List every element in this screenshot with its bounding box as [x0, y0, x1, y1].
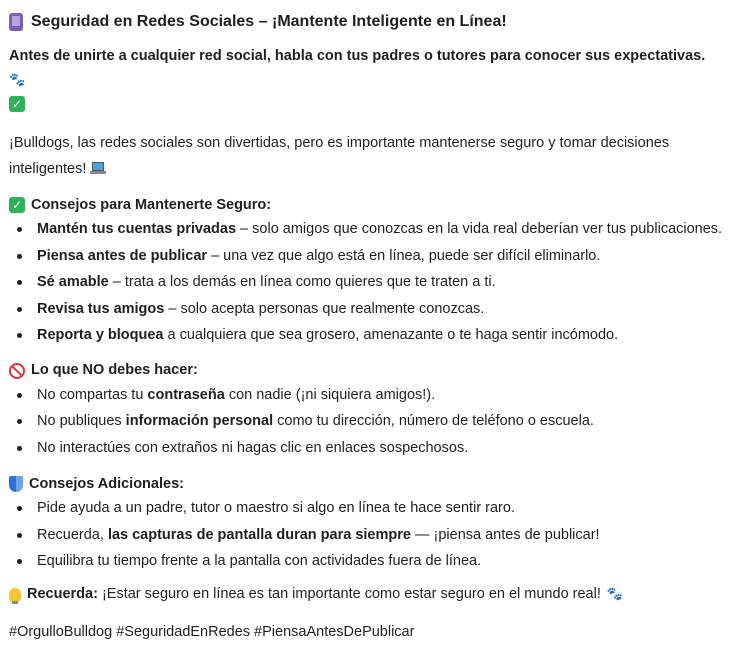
- item-text: Equilibra tu tiempo frente a la pantalla con actividades fuera de línea.: [37, 553, 482, 570]
- donts-heading: Lo que NO debes hacer:: [31, 362, 198, 379]
- item-bold: Sé amable: [37, 274, 109, 291]
- item-text: con nadie (¡ni siquiera amigos!).: [224, 386, 436, 403]
- reminder-line: [9, 583, 725, 607]
- item-text: Pide ayuda a un padre, tutor o maestro si algo en línea te hace sentir raro.: [37, 500, 515, 517]
- list-item: [9, 382, 725, 409]
- check-mark-icon: ✓: [9, 197, 25, 213]
- list-item: [9, 495, 725, 522]
- intro-bold-text: Antes de unirte a cualquier red social, habla con tus padres o tutores para conocer sus expectativas.: [9, 48, 706, 64]
- item-text: como tu dirección, número de teléfono o escuela.: [273, 413, 594, 430]
- prohibited-icon: [9, 363, 25, 379]
- paw-prints-icon: 🐾: [9, 72, 26, 87]
- laptop-icon: [90, 162, 106, 174]
- hashtags: #OrgulloBulldog #SeguridadEnRedes #PiensaAntesDePublicar: [9, 624, 415, 641]
- item-bold: Piensa antes de publicar: [37, 247, 208, 264]
- section-heading: [9, 360, 725, 382]
- donts-list: [9, 382, 725, 462]
- extra-tips-section: [9, 473, 725, 575]
- safety-tips-section: [9, 194, 725, 349]
- item-text: No compartas tu: [37, 386, 148, 403]
- item-text: – una vez que algo está en línea, puede ser difícil eliminarlo.: [207, 247, 601, 264]
- list-item: [9, 243, 725, 270]
- list-item: [9, 216, 725, 243]
- safety-tips-heading: Consejos para Mantenerte Seguro:: [31, 196, 272, 213]
- item-text: No interactúes con extraños ni hagas clic en enlaces sospechosos.: [37, 439, 469, 456]
- title-text: Seguridad en Redes Sociales – ¡Mantente Inteligente en Línea!: [31, 13, 507, 30]
- item-text: Recuerda,: [37, 526, 108, 543]
- reminder-label: Recuerda:: [27, 586, 98, 603]
- check-mark-icon: ✓: [9, 96, 25, 112]
- item-text: – trata a los demás en línea como quieres que te traten a ti.: [108, 274, 496, 291]
- list-item: [9, 322, 725, 349]
- item-bold: las capturas de pantalla duran para siempre: [107, 526, 411, 543]
- section-heading: [9, 194, 725, 216]
- paw-prints-icon: 🐾: [606, 586, 624, 602]
- intro-paragraph: [9, 130, 725, 182]
- section-heading: [9, 473, 725, 495]
- list-item: [9, 435, 725, 462]
- mobile-phone-icon: [9, 13, 23, 31]
- item-text: a cualquiera que sea grosero, amenazante o te haga sentir incómodo.: [163, 327, 619, 344]
- list-item: [9, 269, 725, 296]
- item-bold: contraseña: [147, 386, 225, 403]
- intro-bold-paragraph: [9, 44, 725, 116]
- safety-tips-list: [9, 216, 725, 349]
- item-bold: información personal: [125, 413, 274, 430]
- page-title: [9, 8, 725, 36]
- extra-heading: Consejos Adicionales:: [29, 475, 184, 492]
- reminder-text: ¡Estar seguro en línea es tan importante como estar seguro en el mundo real!: [97, 586, 601, 603]
- extra-tips-list: [9, 495, 725, 575]
- item-bold: Mantén tus cuentas privadas: [37, 221, 237, 238]
- donts-section: [9, 360, 725, 462]
- item-bold: Revisa tus amigos: [37, 300, 165, 317]
- list-item: [9, 548, 725, 575]
- item-text: – solo amigos que conozcas en la vida real deberían ver tus publicaciones.: [236, 221, 723, 238]
- item-text: — ¡piensa antes de publicar!: [410, 526, 600, 543]
- list-item: [9, 408, 725, 435]
- list-item: [9, 522, 725, 549]
- item-bold: Reporta y bloquea: [37, 327, 164, 344]
- light-bulb-icon: [9, 588, 21, 602]
- item-text: No publiques: [37, 413, 126, 430]
- shield-icon: [9, 476, 23, 492]
- item-text: – solo acepta personas que realmente conozcas.: [164, 300, 485, 317]
- intro-paragraph-text: ¡Bulldogs, las redes sociales son divertidas, pero es importante mantenerse seguro y tomar decisiones inteligentes!: [9, 135, 670, 177]
- list-item: [9, 296, 725, 323]
